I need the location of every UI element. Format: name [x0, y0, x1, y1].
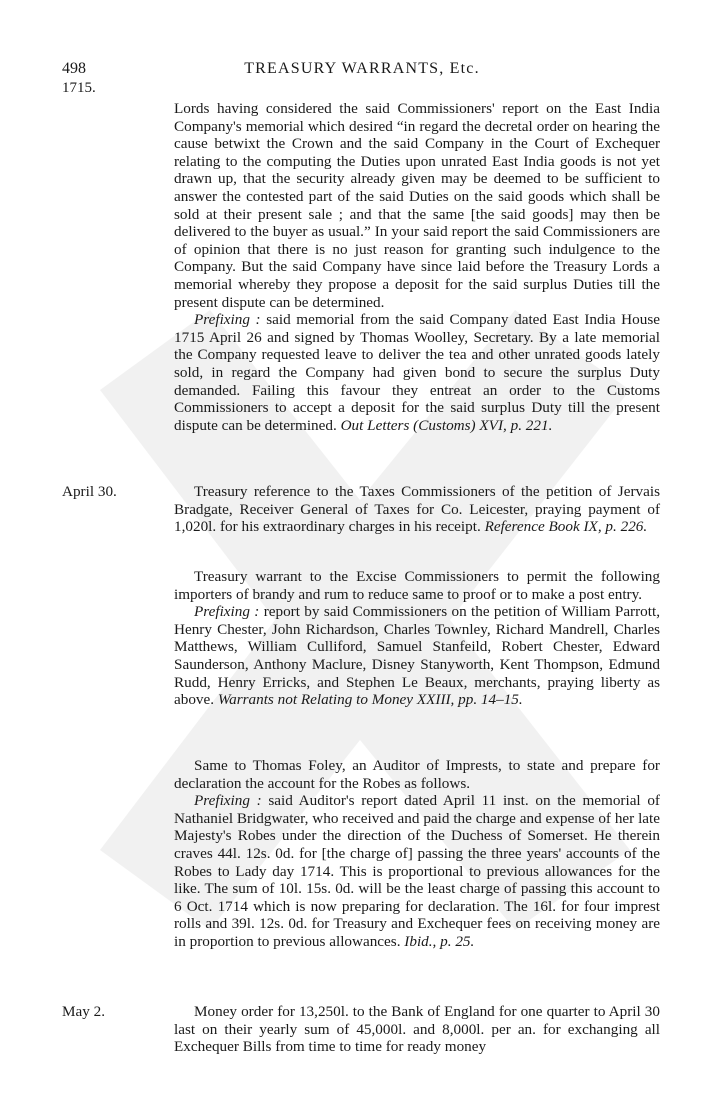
entry-money-order — [174, 1003, 660, 1056]
page-number: 498 — [62, 60, 86, 77]
source-reference: Out Letters (Customs) XVI, p. 221. — [340, 416, 553, 434]
source-reference: Reference Book IX, p. 226. — [484, 518, 648, 536]
entry-paragraph: Treasury warrant to the Excise Commissioners to permit the following importers of brandy and rum to reduce same to proof or to make a post entry. — [174, 568, 660, 603]
source-reference: Ibid., p. 25. — [404, 932, 475, 950]
entry-paragraph: Prefixing : said memorial from the said Company dated East India House 1715 April 26 and signed by Thomas Woolley, Secretary. By a late memorial the Company requested leave to deliver the tea and other unrated goods lately sold, in regard the Company had given bond to secure the surplus Duty demanded. Failing this favour they entreat an order to the Customs Commissioners to accept a deposit for the said surplus Duty till the present dispute can be determined. Out Letters (Customs) XVI, p. 221. — [174, 311, 660, 434]
margin-date: May 2. — [62, 1003, 106, 1020]
entry-taxes-reference — [174, 483, 660, 536]
entry-paragraph: Money order for 13,250l. to the Bank of England for one quarter to April 30 last on their yearly sum of 45,000l. and 8,000l. per an. for exchanging all Exchequer Bills from time to time for ready money — [174, 1003, 660, 1056]
entry-paragraph: Treasury reference to the Taxes Commissioners of the petition of Jervais Bradgate, Receiver General of Taxes for Co. Leicester, praying payment of 1,020l. for his extraordinary charges in his receipt. Reference Book IX, p. 226. — [174, 483, 660, 536]
page-header — [62, 60, 662, 84]
entry-excise-warrant — [174, 568, 660, 709]
running-title: TREASURY WARRANTS, Etc. — [244, 60, 480, 77]
entry-customs-memorial — [174, 100, 660, 434]
margin-date: April 30. — [62, 483, 117, 500]
entry-auditor-robes — [174, 757, 660, 951]
entry-paragraph: Lords having considered the said Commissioners' report on the East India Company's memorial which desired “in regard the decretal order on hearing the cause betwixt the Crown and the said Company in the Court of Exchequer relating to the computing the Duties upon unrated East India goods is not yet drawn up, that the security already given may be deemed to be sufficient to answer the contested part of the said Duties on the said goods which shall be sold at their present sale ; and that the same [the said goods] may then be delivered to the buyer as usual.” In your said report the said Commissioners are of opinion that there is no just reason for granting such indulgence to the Company. But the said Company have since laid before the Treasury Lords a memorial whereby they propose a deposit for the said surplus Duties till the present dispute can be determined. — [174, 100, 660, 311]
entry-paragraph: Same to Thomas Foley, an Auditor of Imprests, to state and prepare for declaration the account for the Robes as follows. — [174, 757, 660, 792]
entry-paragraph: Prefixing : report by said Commissioners on the petition of William Parrott, Henry Chester, John Richardson, Charles Townley, Richard Mandrell, Charles Matthews, William Culliford, Samuel Stanfeild, Robert Chester, Edward Saunderson, Anthony Maclure, Disney Stanyworth, Kent Thompson, Edmund Rudd, Henry Erricks, and Stephen Le Beaux, merchants, praying liberty as above. Warrants not Relating to Money XXIII, pp. 14–15. — [174, 603, 661, 709]
source-reference: Warrants not Relating to Money XXIII, pp. 14–15. — [217, 691, 523, 709]
year-marker: 1715. — [62, 80, 96, 96]
entry-paragraph: Prefixing : said Auditor's report dated April 11 inst. on the memorial of Nathaniel Bridgwater, who received and paid the charge and expense of her late Majesty's Robes under the direction of the Duchess of Somerset. He therein craves 44l. 12s. 0d. for [the charge of] passing the three years' accounts of the Robes to Lady day 1714. This is proportional to previous allowances for the like. The sum of 10l. 15s. 0d. will be the least charge of passing this account to 6 Oct. 1714 which is now preparing for declaration. The 16l. for four imprest rolls and 39l. 12s. 0d. for Treasury and Exchequer fees on receiving money are in proportion to previous allowances. Ibid., p. 25. — [174, 792, 660, 950]
